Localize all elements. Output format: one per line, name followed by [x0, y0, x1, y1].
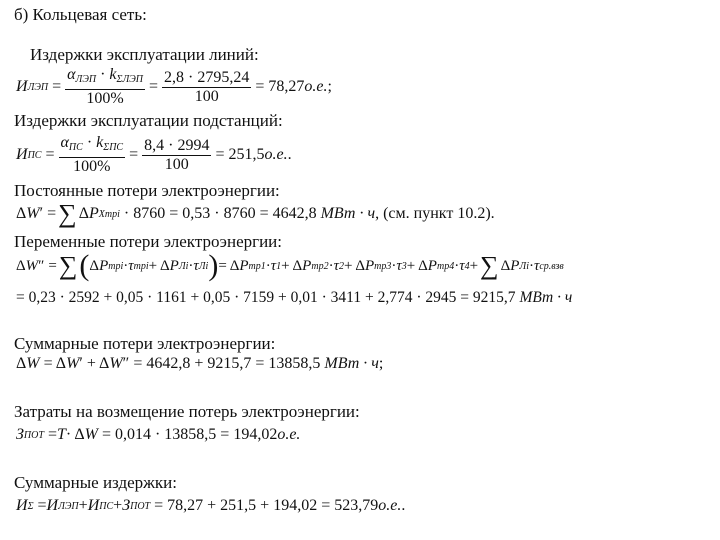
total-losses-calc: = 4642,8 + 9215,7 = 13858,5	[133, 355, 321, 372]
unit-mwh: МВт · ч	[320, 205, 376, 222]
formula-constant-losses: Δ W ′ = ∑ Δ P Xтрi · 8760 = 0,53 · 8760 = 4642,8 МВт · ч , (см. пункт 10.2).	[16, 199, 495, 228]
fraction-alpha-substations: $\frac{\alpha_{ПС} \cdot k_{\Sigma ПС}}{100\%}$	[60, 134, 124, 175]
constant-losses-calc: · 8760 = 0,53 · 8760 = 4642,8	[123, 205, 317, 222]
result-lines: = 78,27	[255, 78, 305, 95]
formula-variable-losses-values	[16, 289, 572, 307]
fraction-substation-values	[142, 137, 211, 174]
variable-losses-calc: = 0,23 · 2592 + 0,05 · 1161 + 0,05 · 7159 + 0,01 · 3411 + 2,774 · 2945 = 9215,7	[16, 289, 516, 306]
denominator-substations: 100	[164, 155, 189, 173]
reference-note: , (см. пункт 10.2).	[375, 205, 495, 222]
unit-oe: о.е.	[378, 497, 402, 514]
denominator-lines: 100	[194, 87, 219, 105]
unit-oe: о.е.	[304, 78, 328, 95]
formula-total-losses: Δ W = Δ W ′ + Δ W ″ = 4642,8 + 9215,7 = 13858,5 МВт · ч ;	[16, 355, 384, 372]
formula-substation-costs: И ПС = $\frac{\alpha_{ПС} \cdot k_{\Sigma ПС}}{100\%}$ = $\frac{8,4 \cdot 2994}{100}$ = 251,5 о.е. .	[16, 134, 292, 175]
formula-lines-costs: И ЛЭП = $\frac{\alpha_{ЛЭП} \cdot k_{\Sigma ЛЭП}}{100\%}$ = $\frac{2,8 \cdot 2795,24}{100}$ = 78,27 о.е. ;	[16, 66, 332, 107]
heading-total-losses: Суммарные потери электроэнергии:	[14, 334, 276, 353]
heading-substation-costs: Издержки эксплуатации подстанций:	[14, 111, 283, 130]
unit-oe: о.е.	[264, 146, 288, 163]
formula-variable-losses-general: Δ W ″ = ∑ ( Δ P трi · τ трi + Δ P Лi · τ Лi ) = Δ P тр1 · τ 1 + Δ P тр2 · τ 2 + Δ P тр3 · τ 3 + Δ P тр4 · τ 4 + ∑ Δ P Лi · τ ср.взв	[16, 249, 564, 282]
result-substations: = 251,5	[215, 146, 265, 163]
heading-total-costs: Суммарные издержки:	[14, 473, 177, 492]
formula-total-costs: И Σ = И ЛЭП + И ПС + З ПОТ = 78,27 + 251,5 + 194,02 = 523,79 о.е. .	[16, 497, 406, 514]
loss-costs-calc: = 0,014 · 13858,5 = 194,02	[101, 426, 278, 443]
unit-oe: о.е.	[277, 426, 301, 443]
den-100-percent: 100%	[86, 90, 124, 107]
heading-constant-losses: Постоянные потери электроэнергии:	[14, 181, 280, 200]
den-100-percent: 100%	[73, 158, 111, 175]
heading-variable-losses: Переменные потери электроэнергии:	[14, 232, 283, 251]
fraction-alpha-lines: $\frac{\alpha_{ЛЭП} \cdot k_{\Sigma ЛЭП}}{100\%}$	[67, 66, 144, 107]
formula-loss-costs: З ПОТ = T · Δ W = 0,014 · 13858,5 = 194,02 о.е.	[16, 426, 301, 443]
numerator-lines: 2,8 · 2795,24	[164, 68, 250, 86]
heading-loss-costs: Затраты на возмещение потерь электроэнергии:	[14, 402, 360, 421]
unit-mwh: МВт · ч	[324, 355, 379, 372]
total-costs-calc: = 78,27 + 251,5 + 194,02 = 523,79	[154, 497, 379, 514]
section-title: б) Кольцевая сеть:	[14, 5, 147, 24]
heading-lines-costs: Издержки эксплуатации линий:	[30, 45, 259, 64]
unit-mwh: МВт · ч	[519, 289, 573, 306]
fraction-lines-values	[162, 69, 251, 106]
numerator-substations: 8,4 · 2994	[144, 136, 210, 154]
